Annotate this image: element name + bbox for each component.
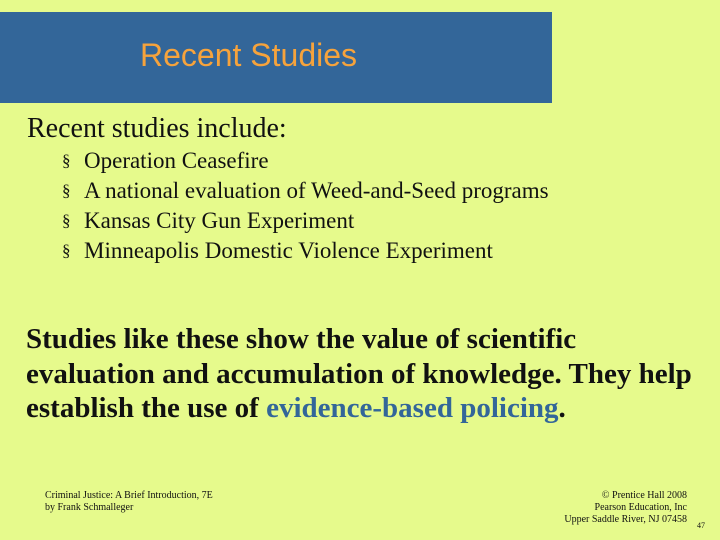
summary-paragraph [26, 322, 706, 426]
list-item-label: Kansas City Gun Experiment [84, 208, 355, 233]
footer-copyright [564, 490, 687, 526]
list-item [62, 206, 662, 236]
footer-publisher: Pearson Education, Inc [594, 502, 687, 513]
list-item-label: Operation Ceasefire [84, 148, 269, 173]
footer-book-title: Criminal Justice: A Brief Introduction, 7E [45, 490, 213, 501]
summary-end: . [558, 392, 566, 424]
intro-text: Recent studies include: [27, 113, 287, 144]
footer-author: by Frank Schmalleger [45, 502, 134, 513]
slide-title: Recent Studies [140, 37, 358, 73]
summary-highlight: evidence-based policing [266, 392, 559, 424]
footer-copyright-line: © Prentice Hall 2008 [601, 490, 687, 501]
list-item [62, 176, 604, 206]
list-item-label: Minneapolis Domestic Violence Experiment [84, 238, 493, 263]
summary-text: Studies like these show the value of scientific evaluation and accumulation of knowledge. They help establish the use of [26, 323, 692, 424]
footer-address: Upper Saddle River, NJ 07458 [564, 514, 687, 525]
page-number: 47 [697, 521, 705, 530]
study-list [62, 146, 662, 266]
list-item-label: A national evaluation of Weed-and-Seed programs [84, 178, 549, 203]
bullet-icon: § [62, 181, 71, 200]
bullet-icon: § [62, 211, 71, 230]
list-item [62, 236, 662, 266]
bullet-icon: § [62, 151, 71, 170]
list-item [62, 146, 662, 176]
bullet-icon: § [62, 241, 71, 260]
footer-citation [45, 490, 213, 514]
